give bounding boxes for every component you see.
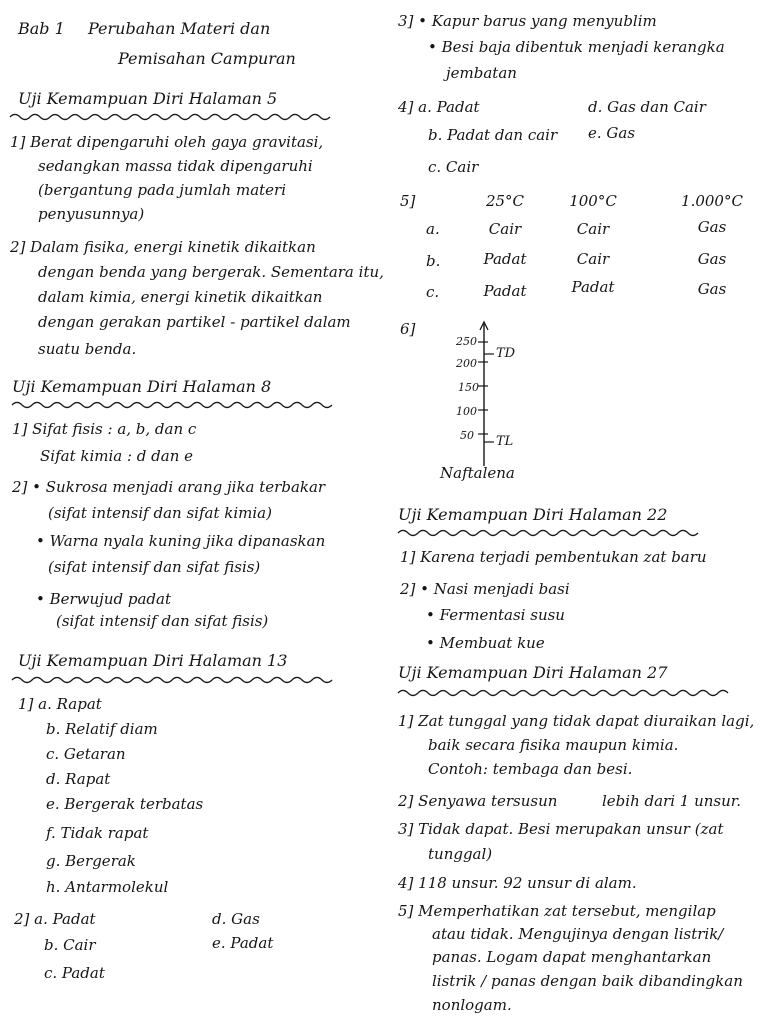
- answer-line: f. Tidak rapat: [46, 824, 149, 842]
- boiling-point-label: TD: [496, 346, 516, 361]
- table-cell: Cair: [576, 250, 610, 268]
- answer-line: • Fermentasi susu: [426, 606, 565, 624]
- answer-line: (sifat intensif dan sifat fisis): [48, 558, 261, 576]
- q6-label: 6]: [400, 320, 416, 338]
- answer-line: nonlogam.: [432, 996, 512, 1014]
- table-cell: Padat: [483, 282, 527, 300]
- answer-line: dengan gerakan partikel - partikel dalam: [38, 313, 351, 331]
- answer-line: 2] • Nasi menjadi basi: [400, 580, 570, 598]
- table-row-label: b.: [426, 252, 441, 270]
- answer-line: e. Bergerak terbatas: [46, 795, 204, 813]
- answer-line: tunggal): [428, 845, 493, 863]
- table-cell: Gas: [697, 218, 727, 236]
- scale-tick-label: 200: [456, 357, 477, 370]
- answer-line: 2] Senyawa tersusun: [398, 792, 558, 810]
- scale-tick-label: 150: [458, 381, 479, 394]
- table-cell: Padat: [571, 278, 615, 296]
- answer-line: Sifat kimia : d dan e: [40, 447, 194, 465]
- table-cell: Gas: [697, 280, 727, 298]
- table-cell: Cair: [576, 220, 610, 238]
- q5-label: 5]: [400, 192, 416, 210]
- answer-line: (sifat intensif dan sifat fisis): [56, 612, 269, 630]
- heading-halaman-27: Uji Kemampuan Diri Halaman 27: [398, 663, 668, 682]
- table-cell: Cair: [488, 220, 522, 238]
- answer-line: 5] Memperhatikan zat tersebut, mengilap: [398, 902, 716, 920]
- answer-line: • Berwujud padat: [36, 590, 171, 608]
- answer-line: 4] a. Padat: [398, 98, 480, 116]
- table-cell: Gas: [697, 250, 727, 268]
- heading-halaman-22: Uji Kemampuan Diri Halaman 22: [398, 505, 668, 524]
- table-row-label: a.: [426, 220, 440, 238]
- answer-line: d. Gas: [212, 910, 260, 928]
- temperature-scale-diagram: [430, 318, 540, 468]
- answer-line: (bergantung pada jumlah materi: [38, 181, 287, 199]
- answer-line: b. Relatif diam: [46, 720, 158, 738]
- answer-line: sedangkan massa tidak dipengaruhi: [38, 157, 313, 175]
- table-header: 100°C: [569, 192, 617, 210]
- answer-line: lebih dari 1 unsur.: [602, 792, 742, 810]
- melting-point-label: TL: [496, 434, 514, 449]
- answer-line: dalam kimia, energi kinetik dikaitkan: [38, 288, 323, 306]
- answer-line: • Warna nyala kuning jika dipanaskan: [36, 532, 326, 550]
- answer-line: panas. Logam dapat menghantarkan: [432, 948, 712, 966]
- heading-halaman-8: Uji Kemampuan Diri Halaman 8: [12, 377, 272, 396]
- answer-line: 1] a. Rapat: [18, 695, 102, 713]
- answer-line: 1] Zat tunggal yang tidak dapat diuraikan lagi,: [398, 712, 755, 730]
- table-row-label: c.: [426, 283, 440, 301]
- wavy-underline: [12, 675, 332, 685]
- table-header: 1.000°C: [681, 192, 743, 210]
- answer-line: suatu benda.: [38, 340, 137, 358]
- answer-line: 2] • Sukrosa menjadi arang jika terbakar: [12, 478, 326, 496]
- answer-line: listrik / panas dengan baik dibandingkan: [432, 972, 743, 990]
- heading-halaman-5: Uji Kemampuan Diri Halaman 5: [18, 89, 278, 108]
- answer-line: atau tidak. Mengujinya dengan listrik/: [432, 925, 724, 943]
- scale-tick-label: 250: [456, 335, 477, 348]
- answer-line: 2] Dalam fisika, energi kinetik dikaitkan: [10, 238, 316, 256]
- answer-line: 4] 118 unsur. 92 unsur di alam.: [398, 874, 637, 892]
- answer-line: c. Cair: [428, 158, 479, 176]
- heading-halaman-13: Uji Kemampuan Diri Halaman 13: [18, 651, 288, 670]
- answer-line: c. Padat: [44, 964, 105, 982]
- answer-line: 1] Karena terjadi pembentukan zat baru: [400, 548, 707, 566]
- answer-line: g. Bergerak: [46, 852, 136, 870]
- wavy-underline: [398, 528, 698, 538]
- answer-line: d. Gas dan Cair: [588, 98, 706, 116]
- answer-line: e. Padat: [212, 934, 274, 952]
- answer-line: b. Padat dan cair: [428, 126, 558, 144]
- answer-line: • Membuat kue: [426, 634, 545, 652]
- answer-line: • Besi baja dibentuk menjadi kerangka: [428, 38, 725, 56]
- answer-line: c. Getaran: [46, 745, 126, 763]
- answer-line: jembatan: [446, 64, 517, 82]
- wavy-underline: [10, 112, 330, 122]
- answer-line: 3] Tidak dapat. Besi merupakan unsur (zat: [398, 820, 724, 838]
- answer-line: (sifat intensif dan sifat kimia): [48, 504, 272, 522]
- scale-tick-label: 50: [460, 429, 474, 442]
- scale-tick-label: 100: [456, 405, 477, 418]
- answer-line: 2] a. Padat: [14, 910, 96, 928]
- wavy-underline: [398, 688, 728, 698]
- chapter-number: Bab 1: [18, 19, 65, 38]
- answer-line: penyusunnya): [38, 205, 145, 223]
- chapter-title-line-1: Perubahan Materi dan: [88, 19, 271, 38]
- answer-line: h. Antarmolekul: [46, 878, 169, 896]
- table-cell: Padat: [483, 250, 527, 268]
- answer-line: 3] • Kapur barus yang menyublim: [398, 12, 657, 30]
- answer-line: 1] Berat dipengaruhi oleh gaya gravitasi,: [10, 133, 324, 151]
- answer-line: d. Rapat: [46, 770, 111, 788]
- answer-line: Contoh: tembaga dan besi.: [428, 760, 633, 778]
- answer-line: baik secara fisika maupun kimia.: [428, 736, 679, 754]
- answer-line: e. Gas: [588, 124, 636, 142]
- chapter-title-line-2: Pemisahan Campuran: [118, 49, 296, 68]
- table-header: 25°C: [485, 192, 525, 210]
- wavy-underline: [12, 400, 332, 410]
- answer-line: dengan benda yang bergerak. Sementara itu,: [38, 263, 384, 281]
- substance-caption: Naftalena: [440, 464, 515, 482]
- answer-line: 1] Sifat fisis : a, b, dan c: [12, 420, 197, 438]
- answer-line: b. Cair: [44, 936, 96, 954]
